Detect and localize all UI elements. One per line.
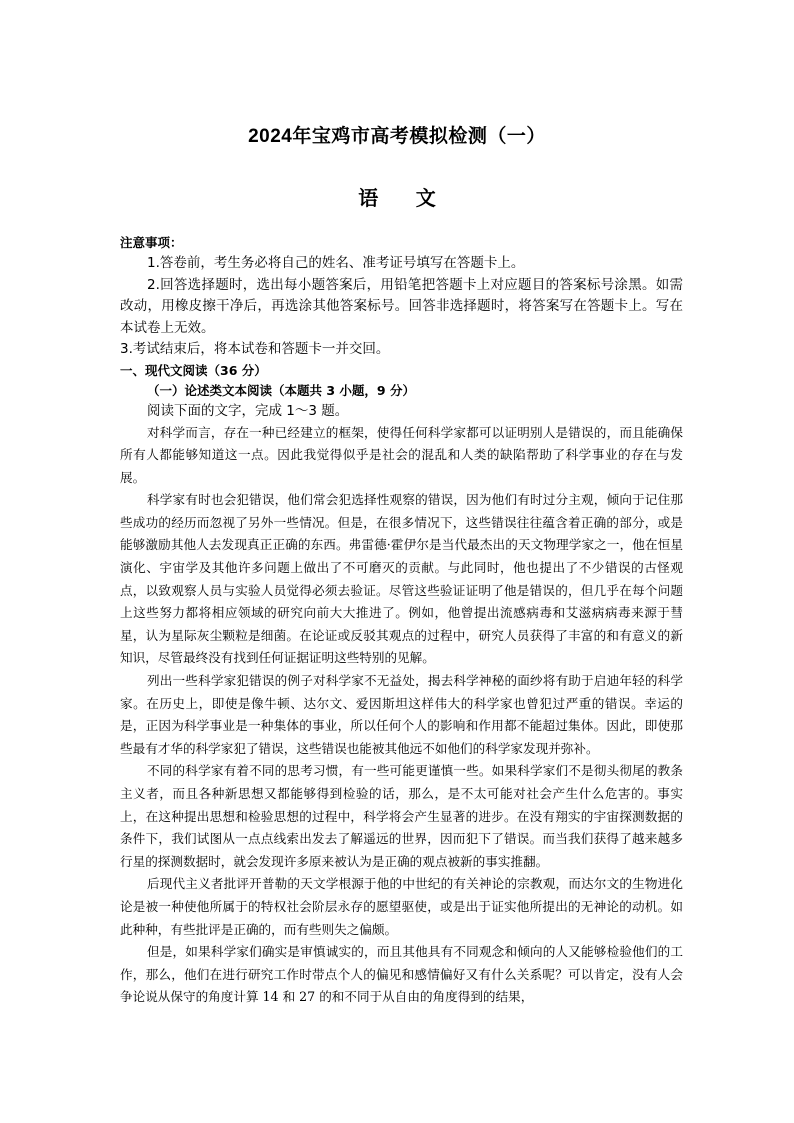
section-subheading: （一）论述类文本阅读（本题共 3 小题，9 分） — [147, 382, 415, 398]
passage-paragraph: 对科学而言，存在一种已经建立的框架，使得任何科学家都可以证明别人是错误的，而且能确保所有人都能够知道这一点。因此我觉得似乎是社会的混乱和人类的缺陷帮助了科学事业的存在与发展。 — [120, 424, 683, 485]
page-content — [120, 233, 683, 1009]
section-instruction: 阅读下面的文字，完成 1～3 题。 — [147, 402, 349, 419]
passage-paragraph: 后现代主义者批评开普勒的天文学根源于他的中世纪的有关神论的宗教观，而达尔文的生物进化论是被一种使他所属于的特权社会阶层永存的愿望驱使，或是出于证实他所提出的无神论的动机。如此种种，有些批评是正确的，而有些则失之偏颇。 — [120, 876, 683, 937]
exam-title: 2024年宝鸡市高考模拟检测（一） — [248, 126, 546, 147]
notice-item: 3.考试结束后，将本试卷和答题卡一并交回。 — [120, 341, 390, 357]
notice-item: 1.答卷前，考生务必将自己的姓名、准考证号填写在答题卡上。 — [147, 255, 525, 271]
passage-paragraph: 但是，如果科学家们确实是审慎诚实的，而且其他具有不同观念和倾向的人又能够检验他们的工作，那么，他们在进行研究工作时带点个人的偏见和感情偏好又有什么关系呢？可以肯定，没有人会争论说从保守的角度计算 14 和 27 的和不同于从自由的角度得到的结果， — [120, 944, 683, 1005]
passage-paragraph: 科学家有时也会犯错误，他们常会犯选择性观察的错误，因为他们有时过分主观，倾向于记住那些成功的经历而忽视了另外一些情况。但是，在很多情况下，这些错误往往蕴含着正确的部分，或是能够激励其他人去发现真正正确的东西。弗雷德·霍伊尔是当代最杰出的天文物理学家之一，他在恒星演化、宇宙学及其他许多问题上做出了不可磨灭的贡献。与此同时，他也提出了不少错误的古怪观点，以致观察人员与实验人员觉得必须去验证。尽管这些验证证明了他是错误的，但几乎在每个问题上这些努力都将相应领域的研究向前大大推进了。例如，他曾提出流感病毒和艾滋病病毒来源于彗星，认为星际灰尘颗粒是细菌。在论证或反驳其观点的过程中，研究人员获得了丰富的和有意义的新知识，尽管最终没有找到任何证据证明这些特别的见解。 — [120, 492, 683, 666]
notice-item: 2.回答选择题时，选出每小题答案后，用铅笔把答题卡上对应题目的答案标号涂黑。如需改动，用橡皮擦干净后，再选涂其他答案标号。回答非选择题时，将答案写在答题卡上。写在本试卷上无效。 — [120, 276, 683, 336]
passage-paragraph: 不同的科学家有着不同的思考习惯，有一些可能更谨慎一些。如果科学家们不是彻头彻尾的教条主义者，而且各种新思想又都能够得到检验的话，那么，是不太可能对社会产生什么危害的。事实上，在这种提出思想和检验思想的过程中，科学将会产生显著的进步。在没有翔实的宇宙探测数据的条件下，我们试图从一点点线索出发去了解遥远的世界，因而犯下了错误。而当我们获得了越来越多行星的探测数据时，就会发现许多原来被认为是正确的观点被新的事实推翻。 — [120, 763, 683, 869]
notice-section — [120, 233, 683, 361]
section-heading: 一、现代文阅读（36 分） — [120, 362, 267, 378]
subject-title: 语 文 — [358, 188, 452, 210]
reading-passage — [120, 422, 683, 1009]
notice-heading: 注意事项： — [120, 235, 183, 250]
passage-paragraph: 列出一些科学家犯错误的例子对科学家不无益处，揭去科学神秘的面纱将有助于启迪年轻的科学家。在历史上，即使是像牛顿、达尔文、爱因斯坦这样伟大的科学家也曾犯过严重的错误。幸运的是，正因为科学事业是一种集体的事业，所以任何个人的影响和作用都不能超过集体。因此，即使那些最有才华的科学家犯了错误，这些错误也能被其他远不如他们的科学家发现并弥补。 — [120, 673, 683, 756]
